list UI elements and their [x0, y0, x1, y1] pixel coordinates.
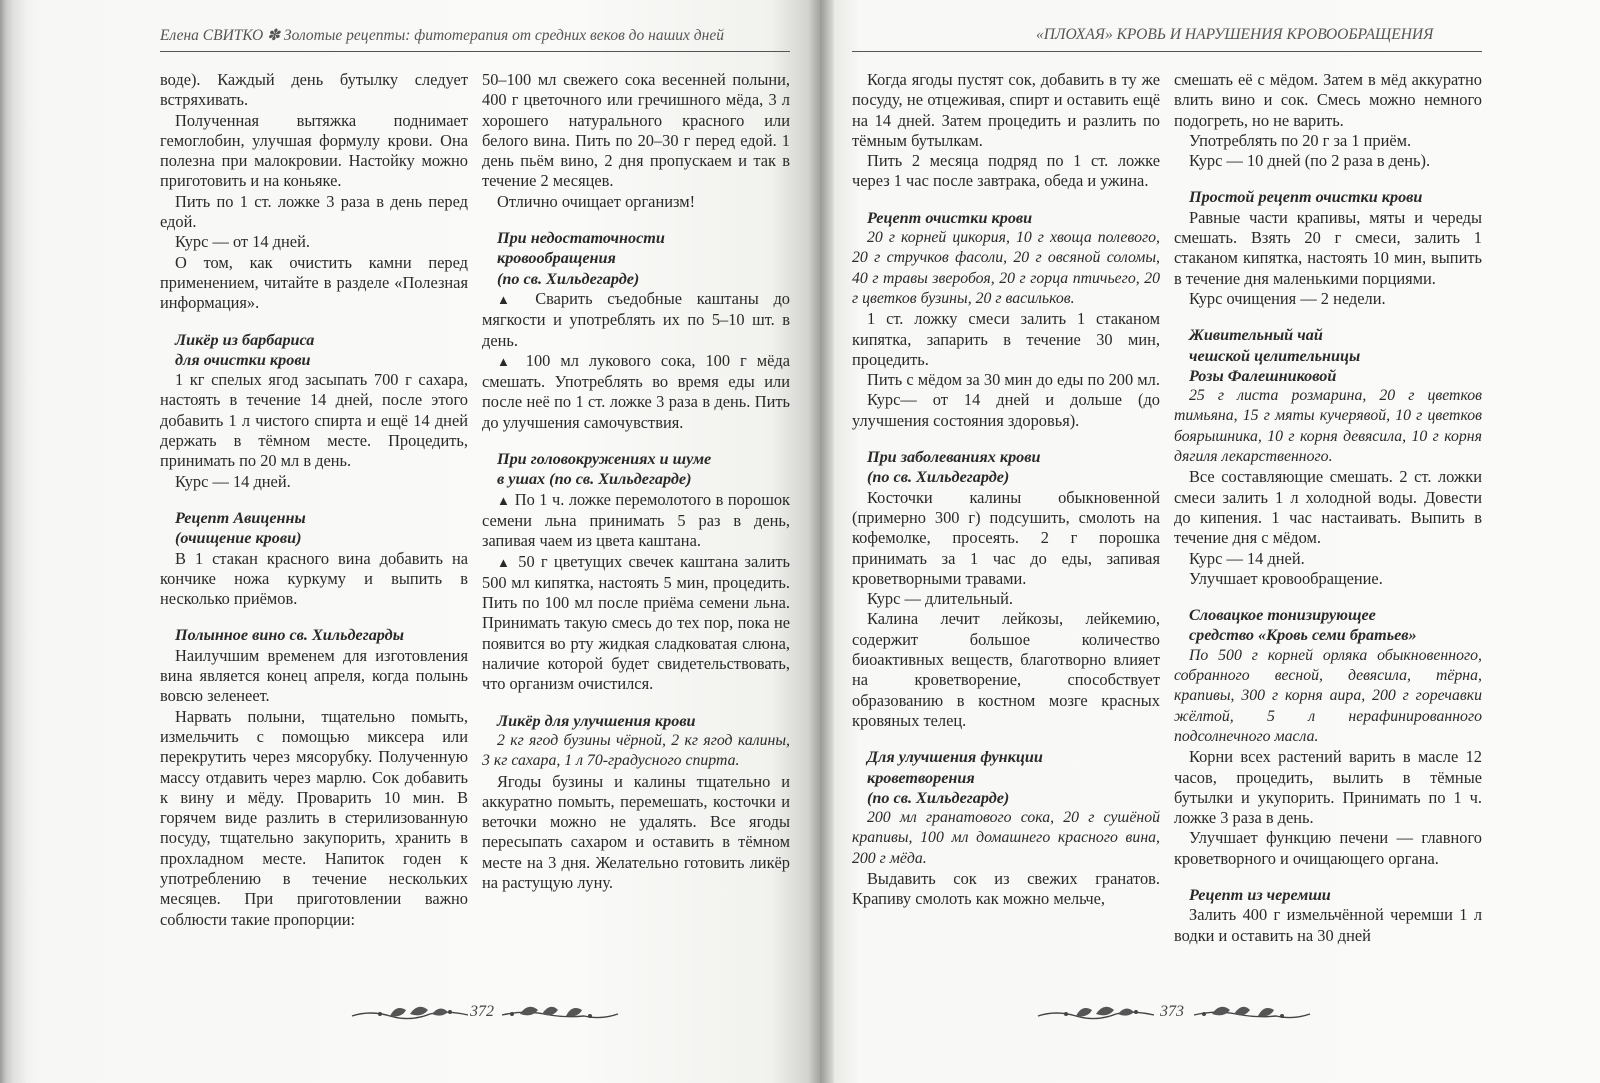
page-number-right: 373	[1160, 1003, 1184, 1020]
paragraph: Курс — 10 дней (по 2 раза в день).	[1189, 151, 1431, 171]
header-rule-left	[160, 51, 790, 52]
triangle-bullet-icon: ▲	[497, 291, 521, 307]
paragraph: О том, как очистить камни перед применением, читайте в разделе «Полезная информация».	[160, 252, 468, 313]
column-1	[160, 70, 468, 930]
paragraph: Калина лечит лейкозы, лейкемию, содержит большое количество биоактивных веществ, благотворно влияет на кроветворение, способствует образованию в костном мозге красных кровяных телец.	[852, 609, 1160, 730]
paragraph: Курс — 14 дней.	[1189, 548, 1305, 568]
bullet-paragraph: ▲ 100 мл лукового сока, 100 г мёда смешать. Употреблять во время еды или после неё по 1 ст. ложке 3 раза в день. Пить до улучшения самочувствия.	[482, 350, 790, 432]
paragraph: Курс очищения — 2 недели.	[1189, 288, 1386, 308]
paragraph: Все составляющие смешать. 2 ст. ложки смеси залить 1 л холодной воды. Довести до кипения. 1 час настаивать. Выпить в течение дня с мёдом.	[1174, 467, 1482, 548]
recipe-heading: Словацкое тонизирующее средство «Кровь семи братьев»	[1189, 606, 1417, 645]
paragraph: Равные части крапивы, мяты и череды смешать. Взять 20 г смеси, залить 1 стаканом кипятка, настоять 10 мин, выпить в течение дня маленькими порциями.	[1174, 207, 1482, 288]
recipe-heading: Простой рецепт очистки крови	[1189, 188, 1423, 207]
recipe-heading: При головокружениях и шуме в ушах (по св. Хильдегарде)	[497, 450, 712, 489]
recipe-heading: При заболеваниях крови (по св. Хильдегарде)	[867, 448, 1041, 487]
paragraph: Когда ягоды пустят сок, добавить в ту же посуду, не отцеживая, спирт и оставить ещё на 14 дней. Затем процедить и разлить по тёмным бутылкам.	[852, 70, 1160, 150]
ingredients: 200 мл гранатового сока, 20 г сушёной крапивы, 100 мл домашнего красного вина, 200 г мёда.	[852, 809, 1160, 867]
triangle-bullet-icon: ▲	[497, 353, 516, 369]
paragraph: 50–100 мл свежего сока весенней полыни, 400 г цветочного или гречишного мёда, 3 л хорошего натурального красного или белого вина. Пить по 20–30 г перед едой. 1 день пьём вино, 2 дня пропускаем и так в течение 2 месяцев.	[482, 70, 790, 191]
column-2	[482, 70, 790, 893]
floral-ornament-icon	[500, 1000, 620, 1028]
recipe-heading: Ликёр из барбариса для очистки крови	[175, 330, 315, 369]
paragraph: Улучшает функцию печени — главного кроветворного и очищающего органа.	[1174, 828, 1482, 868]
paragraph: Курс — от 14 дней.	[175, 232, 310, 252]
bullet-paragraph: ▲ Сварить съедобные каштаны до мягкости и употреблять их по 5–10 шт. в день.	[482, 288, 790, 350]
bullet-paragraph: ▲ По 1 ч. ложке перемолотого в порошок семени льна принимать 5 раз в день, запивая чаем из цвета каштана.	[482, 489, 790, 551]
paragraph: Употреблять по 20 г за 1 приём.	[1189, 130, 1412, 150]
column-3	[852, 70, 1160, 910]
paragraph: Корни всех растений варить в масле 12 часов, процедить, вылить в тёмные бутылки и укупорить. Принимать по 1 ч. ложке 3 раза в день.	[1174, 747, 1482, 828]
paragraph: Наилучшим временем для изготовления вина является конец апреля, когда полынь вовсю зеленеет.	[160, 645, 468, 706]
paragraph: Курс — 14 дней.	[175, 471, 291, 491]
triangle-bullet-icon: ▲	[497, 492, 511, 508]
recipe-heading: При недостаточности кровообращения (по св. Хильдегарде)	[497, 229, 665, 288]
floral-ornament-icon	[1036, 1000, 1156, 1028]
paragraph: Курс— от 14 дней и дольше (до улучшения состояния здоровья).	[852, 390, 1160, 430]
ingredients: По 500 г корней орляка обыкновенного, собранного весной, девясила, тёрна, крапивы, 300 г корня аира, 200 г горечавки жёлтой, 5 л нерафинированного подсолнечного масла.	[1174, 646, 1482, 745]
paragraph: Отлично очищает организм!	[497, 191, 696, 211]
recipe-heading: Полынное вино св. Хильдегарды	[175, 626, 404, 645]
running-head-left: Елена СВИТКО ✽ Золотые рецепты: фитотерапия от средних веков до наших дней	[160, 27, 724, 44]
page-edge-shadow	[0, 0, 26, 1083]
paragraph: Курс — длительный.	[867, 589, 1013, 609]
paragraph: смешать её с мёдом. Затем в мёд аккуратно влить вино и сок. Смесь можно немного подогреть, но не варить.	[1174, 70, 1482, 130]
paragraph: Нарвать полыни, тщательно помыть, измельчить с помощью миксера или перекрутить через мясорубку. Полученную массу отдавить через марлю. Сок добавить к вину и мёду. Проварить 10 мин. В горячем виде разлить в стерилизованную посуду, тщательно закупорить, хранить в прохладном месте. Напиток годен к употреблению в течение нескольких месяцев. При приготовлении важно соблюсти такие пропорции:	[160, 706, 468, 929]
recipe-heading: Живительный чай чешской целительницы Розы Фалешниковой	[1189, 326, 1361, 385]
recipe-heading: Рецепт очистки крови	[867, 208, 1033, 227]
page-number-left: 372	[470, 1003, 494, 1020]
paragraph: Пить с мёдом за 30 мин до еды по 200 мл.	[867, 370, 1160, 390]
paragraph: Косточки калины обыкновенной (примерно 300 г) подсушить, смолоть на кофемолке, просеять. 2 г порошка принимать за 1 час до еды, запивая кроветворными травами.	[852, 487, 1160, 588]
triangle-bullet-icon: ▲	[497, 554, 513, 570]
paragraph: Полученная вытяжка поднимает гемоглобин, улучшая формулу крови. Она полезна при малокровии. Настойку можно приготовить и на коньяке.	[160, 110, 468, 191]
paragraph: 1 кг спелых ягод засыпать 700 г сахара, настоять в течение 14 дней, после этого добавить 1 л чистого спирта и ещё 14 дней держать в тёмном месте. Процедить, принимать по 20 мл в день.	[160, 370, 468, 471]
ingredients: 20 г корней цикория, 10 г хвоща полевого, 20 г стручков фасоли, 20 г овсяной соломы, 40 г травы зверобоя, 20 г горца птичьего, 20 г цветков бузины, 20 г васильков.	[852, 229, 1160, 307]
ingredients: 25 г листа розмарина, 20 г цветков тимьяна, 15 г мяты кучерявой, 10 г цветков боярышника, 10 г корня девясила, 10 г корня дягиля лекарственного.	[1174, 387, 1482, 466]
recipe-heading: Ликёр для улучшения крови	[497, 711, 696, 730]
recipe-heading: Для улучшения функции кроветворения (по св. Хильдегарде)	[867, 748, 1043, 807]
floral-ornament-icon	[1192, 1000, 1312, 1028]
paragraph: 1 ст. ложку смеси залить 1 стаканом кипятка, запарить в течение 30 мин, процедить.	[852, 309, 1160, 369]
paragraph: воде). Каждый день бутылку следует встряхивать.	[160, 70, 468, 110]
paragraph: Улучшает кровообращение.	[1189, 568, 1383, 588]
paragraph: Пить 2 месяца подряд по 1 ст. ложке через 1 час после завтрака, обеда и ужина.	[852, 151, 1160, 191]
ingredients: 2 кг ягод бузины чёрной, 2 кг ягод калины, 3 кг сахара, 1 л 70-градусного спирта.	[482, 731, 790, 770]
paragraph: Залить 400 г измельчённой черемши 1 л водки и оставить на 30 дней	[1174, 905, 1482, 945]
paragraph: Пить по 1 ст. ложке 3 раза в день перед едой.	[160, 191, 468, 232]
column-4	[1174, 70, 1482, 946]
floral-ornament-icon	[350, 1000, 470, 1028]
paragraph: Выдавить сок из свежих гранатов. Крапиву смолоть как можно мельче,	[852, 868, 1160, 909]
paragraph: В 1 стакан красного вина добавить на кончике ножа куркуму и выпить в несколько приёмов.	[160, 548, 468, 609]
recipe-heading: Рецепт Авиценны (очищение крови)	[175, 508, 306, 548]
paragraph: Ягоды бузины и калины тщательно и аккуратно помыть, перемешать, косточки и веточки можно не удалять. Все ягоды пересыпать сахаром и оставить в тёмном месте на 3 дня. Желательно готовить ликёр на растущую луну.	[482, 771, 790, 892]
bullet-paragraph: ▲ 50 г цветущих свечек каштана залить 500 мл кипятка, настоять 5 мин, процедить. Пить по 100 мл после приёма семени льна. Принимать такую смесь до тех пор, пока не появится во рту жидкая сладковатая слюна, наличие которой будет свидетельствовать, что организм очистился.	[482, 551, 790, 694]
header-rule-right	[852, 51, 1482, 52]
recipe-heading: Рецепт из черемши	[1189, 885, 1331, 904]
book-spine	[808, 0, 834, 1083]
running-head-right: «ПЛОХАЯ» КРОВЬ И НАРУШЕНИЯ КРОВООБРАЩЕНИЯ	[1036, 26, 1434, 43]
